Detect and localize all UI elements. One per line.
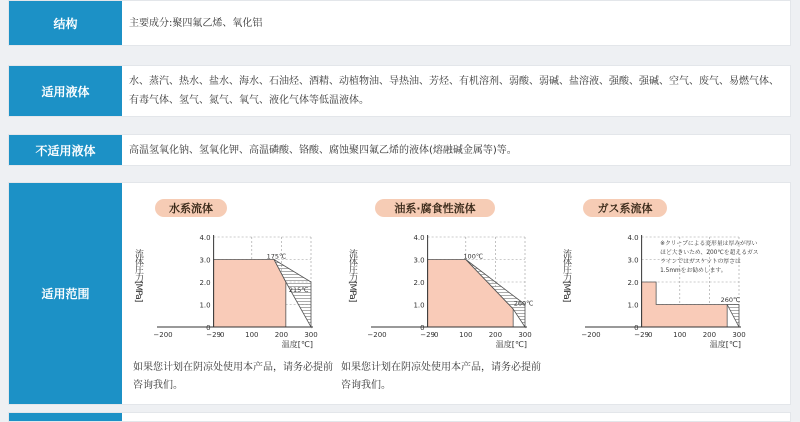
x-tick-label: 300	[518, 331, 532, 339]
x-tick-label: 200	[702, 331, 717, 339]
next-row	[8, 412, 791, 422]
x-tick-label: −29	[206, 331, 222, 339]
chart-note: 1.5mmをお勧めします。	[660, 268, 727, 274]
chart-oil	[347, 195, 557, 355]
chart-water	[133, 195, 343, 355]
range-label: 适用范围	[9, 183, 122, 404]
x-axis-label: 温度[℃]	[281, 340, 313, 349]
hatched-region	[727, 305, 739, 328]
x-tick-label: 100	[459, 331, 473, 339]
y-axis-label: 流体圧力[MPa]	[561, 249, 571, 302]
x-tick-label: 100	[245, 331, 259, 339]
suitable-fluids-text: 水、蒸汽、热水、盐水、海水、石油烃、酒精、动植物油、导热油、芳烃、有机溶剂、弱酸、弱碱、盐溶液、强酸、强碱、空气、废气、易燃气体、有毒气体、氢气、氮气、氧气、液化气体等低温液体。	[129, 76, 779, 106]
x-tick-label: −29	[634, 331, 650, 339]
x-tick-label: 300	[304, 331, 318, 339]
x-tick-label: −200	[367, 331, 387, 339]
y-tick-label: 0	[634, 324, 639, 332]
y-tick-label: 3.0	[627, 256, 639, 265]
y-tick-label: 4.0	[199, 234, 211, 242]
y-tick-label: 2.0	[413, 279, 425, 287]
y-tick-label: 1.0	[627, 301, 639, 310]
x-tick-label: 0	[433, 331, 439, 339]
next-row-label	[9, 413, 122, 421]
y-tick-label: 2.0	[627, 279, 639, 287]
x-tick-label: −200	[581, 331, 601, 339]
annotation: 260℃	[720, 295, 741, 304]
y-tick-label: 0	[420, 324, 425, 332]
chart-title: 水系流体	[169, 202, 213, 215]
y-axis-label: 流体圧力[MPa]	[347, 249, 357, 302]
suitable-fluids-row	[8, 65, 791, 117]
suitable-fluids-label: 适用液体	[9, 66, 122, 116]
x-axis-label: 温度[℃]	[495, 340, 527, 349]
annotation: 100℃	[463, 252, 484, 261]
chart-note: ほど大きいため、200℃を超えるガス	[660, 250, 759, 256]
x-tick-label: 200	[274, 331, 289, 339]
y-tick-label: 4.0	[627, 234, 639, 242]
x-tick-label: −29	[420, 331, 436, 339]
chart-note: ※クリープによる変形量は厚みが厚い	[660, 241, 758, 247]
y-tick-label: 1.0	[199, 301, 211, 310]
x-tick-label: 100	[673, 331, 687, 339]
unsuitable-fluids-text: 高温氢氧化钠、氢氧化钾、高温磷酸、铬酸、腐蚀聚四氟乙烯的液体(熔融碱金属等)等。	[129, 145, 517, 156]
cold-use-note: 如果您计划在阴凉处使用本产品，请务必提前咨询我们。	[133, 362, 333, 391]
x-axis-label: 温度[℃]	[709, 340, 741, 349]
chart-title: 油系·腐食性流体	[394, 202, 476, 215]
y-tick-label: 1.0	[413, 301, 425, 310]
cold-use-note: 如果您计划在阴凉处使用本产品，请务必提前咨询我们。	[341, 362, 541, 391]
y-tick-label: 3.0	[199, 256, 211, 265]
y-tick-label: 3.0	[413, 256, 425, 265]
y-tick-label: 4.0	[413, 234, 425, 242]
annotation: 215℃	[288, 286, 309, 295]
annotation: 260℃	[513, 299, 534, 308]
x-tick-label: −200	[153, 331, 173, 339]
structure-text: 主要成分:聚四氟乙烯、氧化铝	[129, 18, 263, 29]
y-axis-label: 流体圧力[MPa]	[133, 249, 143, 302]
x-tick-label: 200	[488, 331, 503, 339]
x-tick-label: 0	[647, 331, 653, 339]
unsuitable-fluids-row	[8, 134, 791, 166]
safe-region	[642, 282, 728, 327]
chart-gas	[561, 195, 771, 355]
y-tick-label: 0	[206, 324, 211, 332]
y-tick-label: 2.0	[199, 279, 211, 287]
chart-title: ガス系流体	[597, 202, 653, 215]
x-tick-label: 300	[732, 331, 746, 339]
range-row	[8, 182, 791, 405]
structure-label: 结构	[9, 1, 122, 45]
unsuitable-fluids-label: 不适用液体	[9, 135, 122, 165]
annotation: 175℃	[266, 252, 287, 261]
chart-note: ラインではガスケットの厚さは	[660, 259, 741, 265]
safe-region	[214, 260, 286, 328]
x-tick-label: 0	[219, 331, 225, 339]
structure-row	[8, 0, 791, 46]
